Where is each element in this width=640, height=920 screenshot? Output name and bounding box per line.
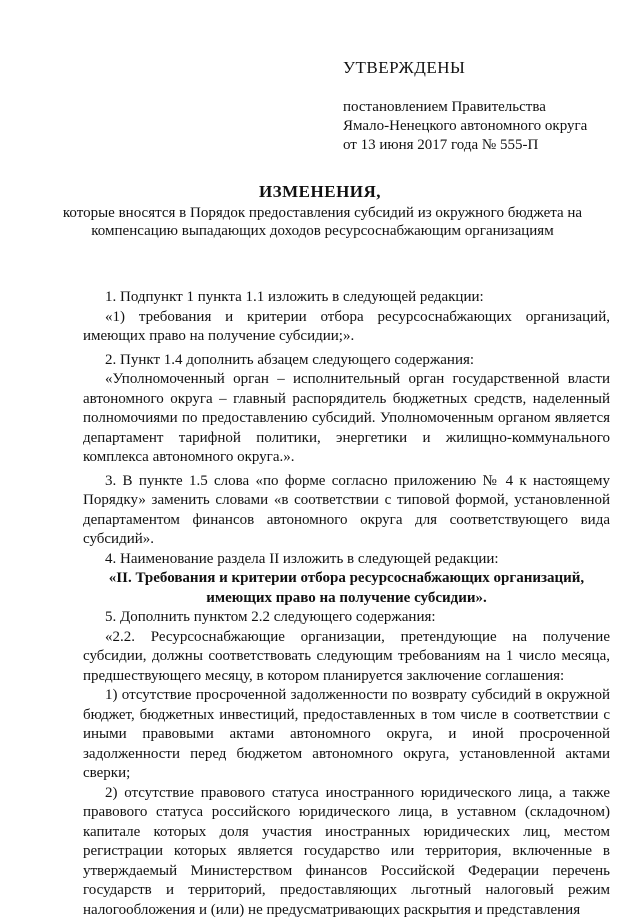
paragraph: 1) отсутствие просроченной задолженности по возврату субсидий в окружной бюджет, бюджетных инвестиций, предоставленных в том числе в соответствии с иными правовыми актами автономного округа, и иной просроченной задолженности перед бюджетом автономного округа, установленной актами сверки;: [83, 686, 610, 784]
paragraph: «2.2. Ресурсоснабжающие организации, претендующие на получение субсидии, должны соответствовать следующим требованиям на 1 число месяца, предшествующего месяцу, в котором планируется заключение соглашения:: [83, 628, 610, 687]
paragraph: 2. Пункт 1.4 дополнить абзацем следующего содержания:: [83, 351, 610, 371]
document-subtitle: которые вносятся в Порядок предоставления субсидий из окружного бюджета на компенсацию выпадающих доходов ресурсоснабжающим организациям: [60, 204, 585, 240]
paragraph: «1) требования и критерии отбора ресурсоснабжающих организаций, имеющих право на получение субсидии;».: [83, 308, 610, 347]
decree-line: постановлением Правительства: [343, 98, 587, 117]
approved-heading: УТВЕРЖДЕНЫ: [343, 58, 465, 78]
decree-line: Ямало-Ненецкого автономного округа: [343, 117, 587, 136]
decree-line: от 13 июня 2017 года № 555-П: [343, 136, 587, 155]
paragraph: 4. Наименование раздела II изложить в следующей редакции:: [83, 550, 610, 570]
paragraph: 2) отсутствие правового статуса иностранного юридического лица, а также правового статуса российского юридического лица, в уставном (складочном) капитале которых доля участия иностранных юридических лиц, местом регистрации которых является государство или территория, включенные в утверждаемый Министерством финансов Российской Федерации перечень государств и территорий, предоставляющих льготный налоговый режим налогообложения и (или) не предусматривающих раскрытия и представления: [83, 784, 610, 920]
paragraph: 3. В пункте 1.5 слова «по форме согласно приложению № 4 к настоящему Порядку» заменить словами «в соответствии с типовой формой, установленной департаментом финансов автономного округа для соответствующего вида субсидий».: [83, 472, 610, 550]
paragraph: 5. Дополнить пунктом 2.2 следующего содержания:: [83, 608, 610, 628]
document-body: [83, 288, 610, 920]
paragraph: «Уполномоченный орган – исполнительный орган государственной власти автономного округа – главный распорядитель бюджетных средств, наделенный полномочиями по предоставлению субсидий. Уполномоченным органом является департамент тарифной политики, энергетики и жилищно-коммунального комплекса автономного округа.».: [83, 370, 610, 468]
section-heading: «II. Требования и критерии отбора ресурсоснабжающих организаций, имеющих право на получение субсидии».: [83, 569, 610, 608]
decree-reference: [343, 98, 587, 155]
paragraph: 1. Подпункт 1 пункта 1.1 изложить в следующей редакции:: [83, 288, 610, 308]
document-title: ИЗМЕНЕНИЯ,: [0, 182, 640, 202]
